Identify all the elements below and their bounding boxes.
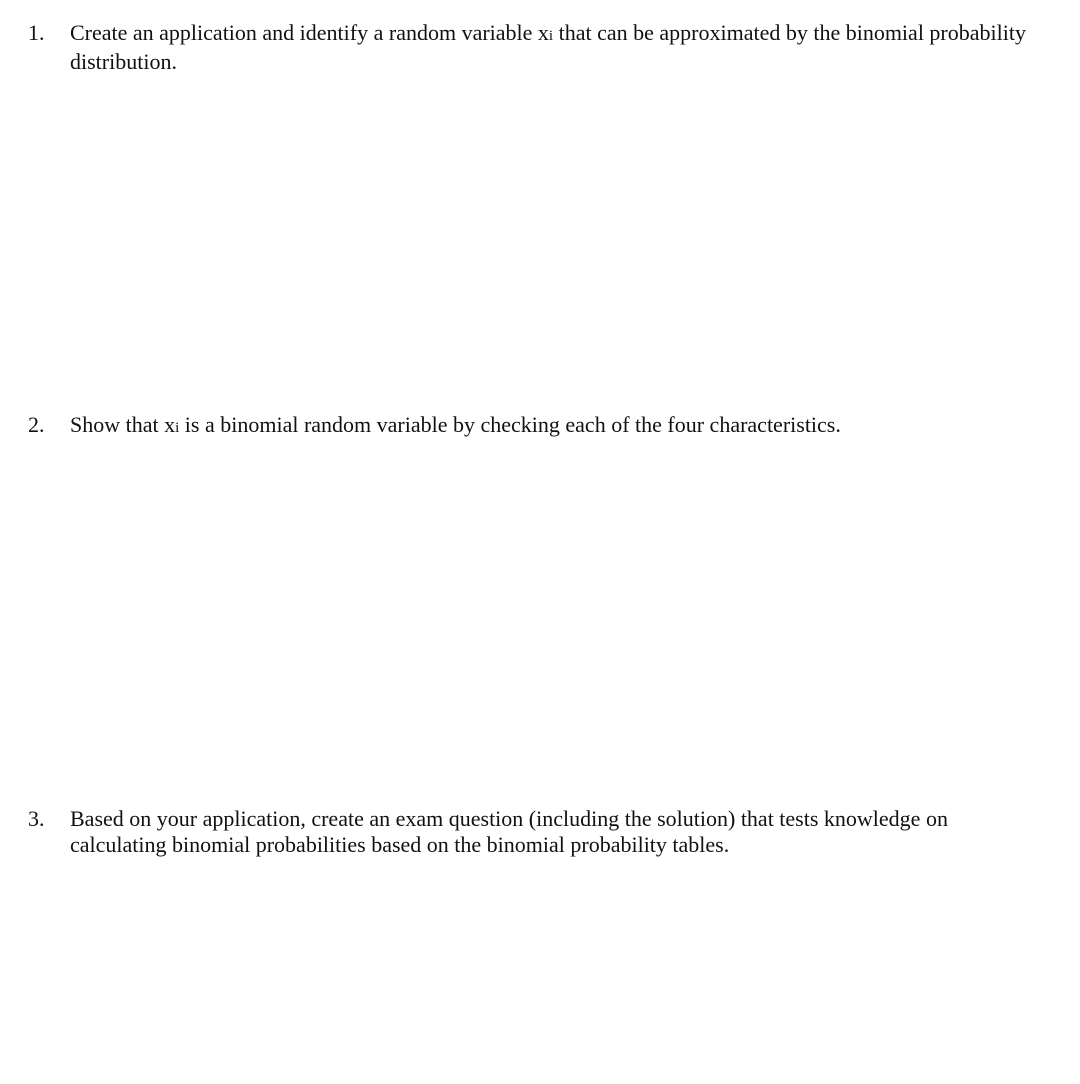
question-2 (28, 412, 1028, 441)
question-1-subscript: i (548, 28, 554, 44)
question-1-text (70, 20, 1028, 75)
question-1-number: 1. (28, 20, 45, 45)
question-1-text-after: that can be approximated by the binomial probability distribution. (70, 20, 1026, 74)
question-2-text-after: is a binomial random variable by checking each of the four characteristics. (179, 412, 841, 437)
question-2-number: 2. (28, 412, 45, 437)
question-1 (28, 20, 1028, 75)
question-3-text: Based on your application, create an exam question (including the solution) that tests knowledge on calculating binomial probabilities based on the binomial probability tables. (70, 806, 948, 857)
question-2-text-before: Show that x (70, 412, 176, 437)
question-3 (28, 806, 1028, 858)
question-1-text-before: Create an application and identify a random variable x (70, 20, 549, 45)
question-3-number: 3. (28, 806, 45, 831)
question-2-text (70, 412, 1028, 441)
question-2-subscript: i (175, 420, 180, 436)
